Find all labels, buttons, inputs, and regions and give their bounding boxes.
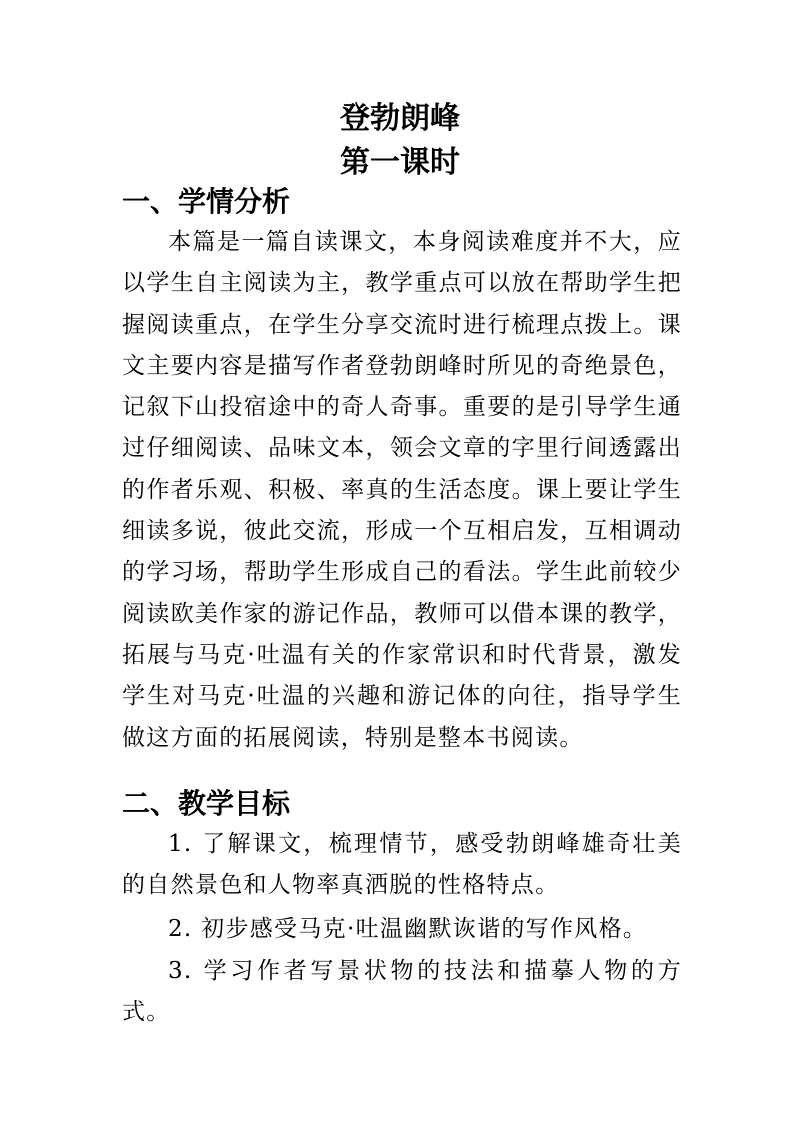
section-heading-teaching-objectives: 二、教学目标 [122,787,291,820]
objective-item: 3. 学习作者写景状物的技法和描摹人物的方式。 [122,958,682,1026]
student-analysis-paragraph: 本篇是一篇自读课文，本身阅读难度并不大，应以学生自主阅读为主，教学重点可以放在帮助学生把握阅读重点，在学生分享交流时进行梳理点拨上。课文主要内容是描写作者登勃朗峰时所见的奇绝景色，记叙下山投宿途中的奇人奇事。重要的是引导学生通过仔细阅读、品味文本，领会文章的字里行间透露出的作者乐观、积极、率真的生活态度。课上要让学生细读多说，彼此交流，形成一个互相启发，互相调动的学习场，帮助学生形成自己的看法。学生此前较少阅读欧美作家的游记作品，教师可以借本课的教学，拓展与马克·吐温有关的作家常识和时代背景，激发学生对马克·吐温的兴趣和游记体的向往，指导学生做这方面的拓展阅读，特别是整本书阅读。 [122,229,682,751]
lesson-subtitle: 第一课时 [340,145,460,180]
objective-item: 2. 初步感受马克·吐温幽默诙谐的写作风格。 [168,916,648,942]
document-title: 登勃朗峰 [340,101,460,136]
section-heading-student-analysis: 一、学情分析 [122,185,291,218]
objective-item: 1. 了解课文，梳理情节，感受勃朗峰雄奇壮美的自然景色和人物率真洒脱的性格特点。 [122,831,682,899]
